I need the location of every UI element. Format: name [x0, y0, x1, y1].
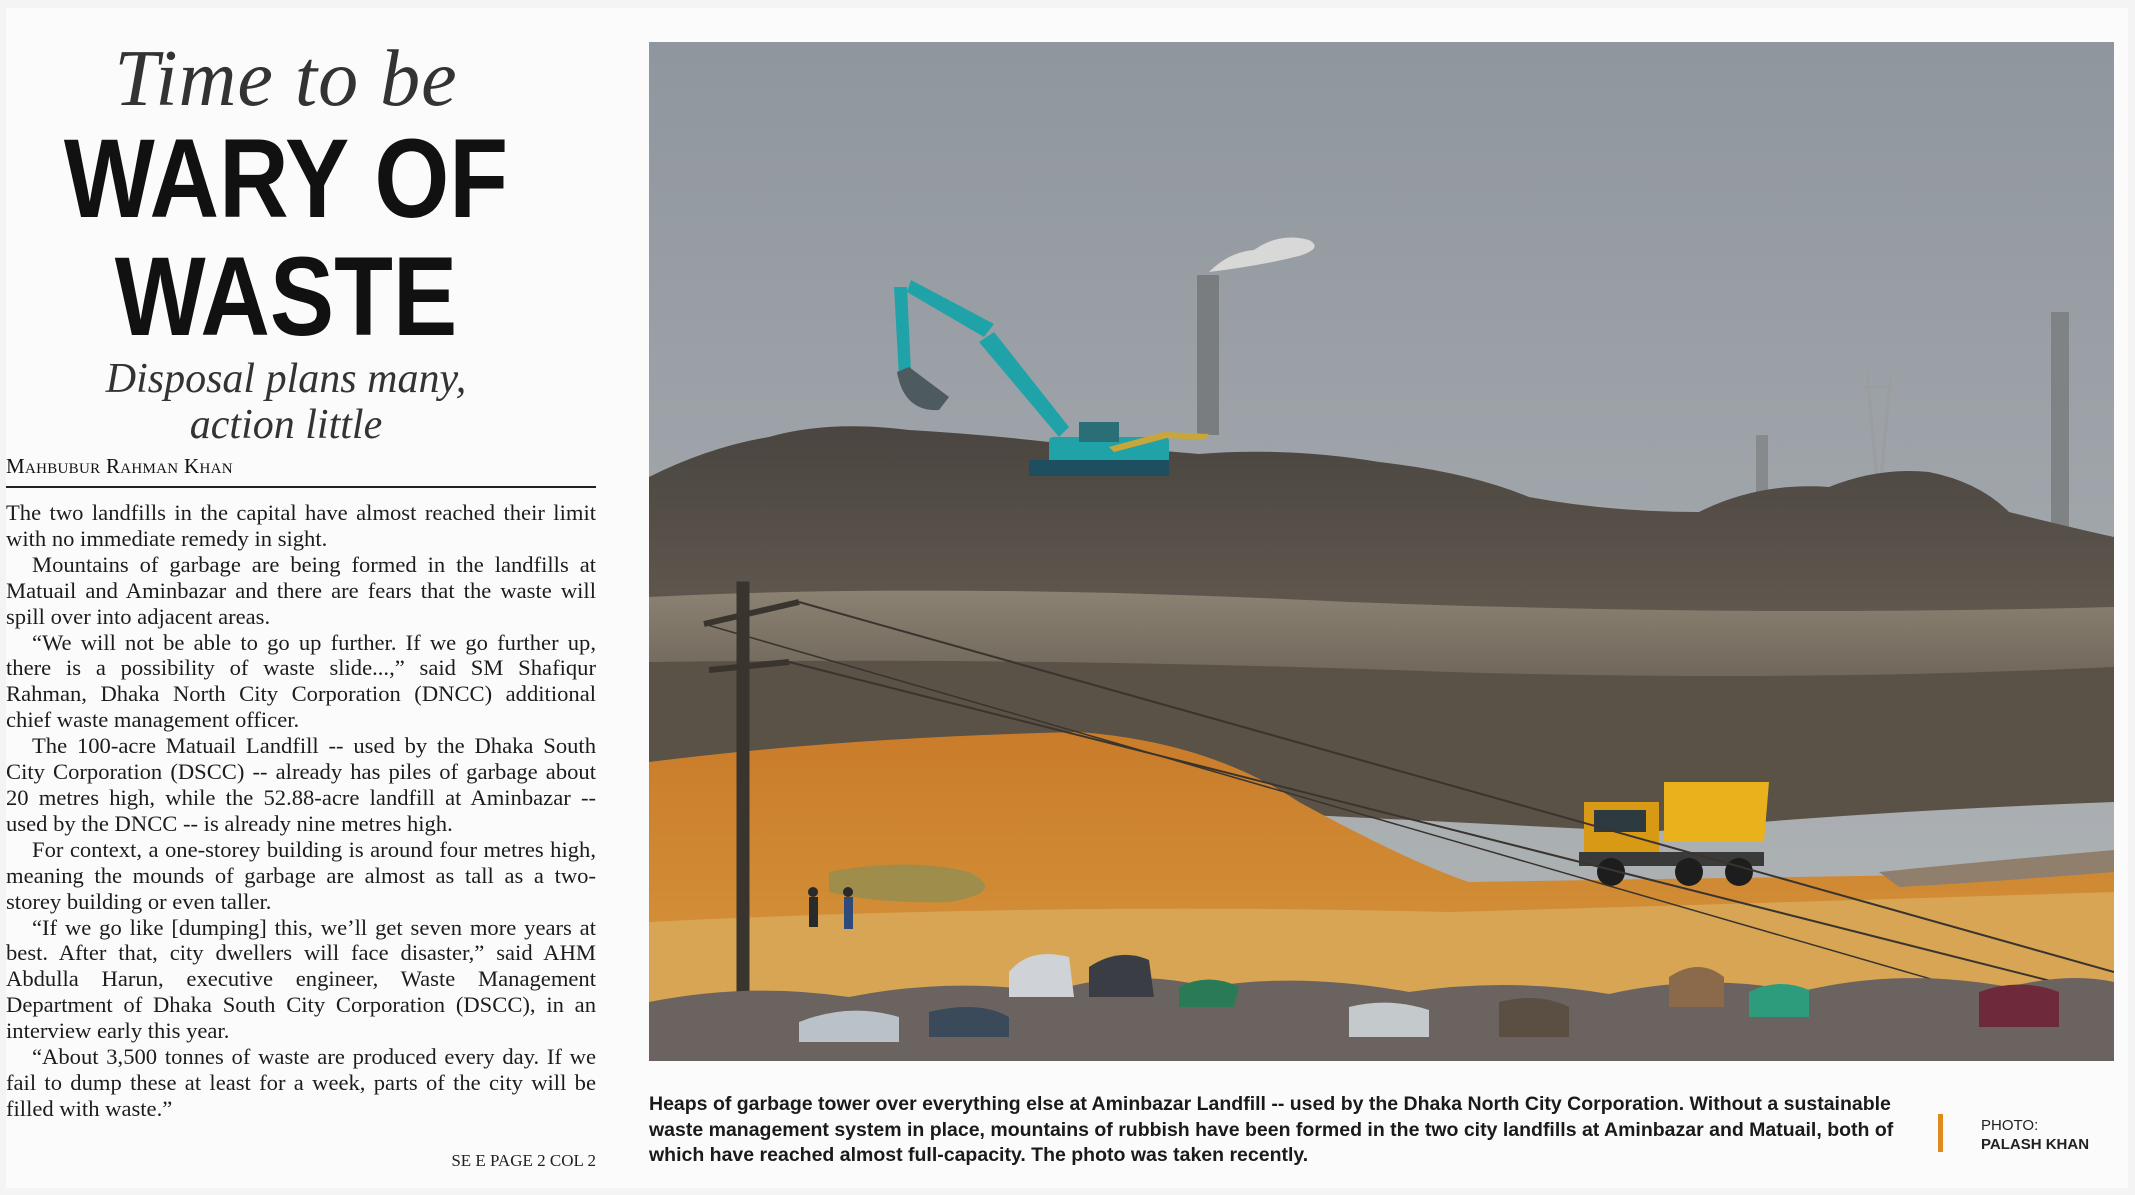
photo-credit-name: PALASH KHAN [1981, 1136, 2090, 1153]
photo-credit-label: PHOTO: [1981, 1117, 2039, 1134]
byline: Mahbubur Rahman Khan [6, 454, 233, 478]
article-column [6, 8, 602, 1188]
photo-caption: Heaps of garbage tower over everything else at Aminbazar Landfill -- used by the Dhaka North City Corporation. Without a sustainable waste management system in place, mountains of rubbish have been formed in the two city landfills at Aminbazar and Matuail, both of which have reached almost full-capacity. The photo was taken recently. [649, 1093, 1894, 1166]
body-paragraph: The 100-acre Matuail Landfill -- used by the Dhaka South City Corporation (DSCC) -- already has piles of garbage about 20 metres high, while the 52.88-acre landfill at Aminbazar -- used by the DNCC -- is already nine metres high. [6, 733, 596, 836]
subheadline-line-1: Disposal plans many, [105, 356, 467, 402]
continued-on-link[interactable]: SE E PAGE 2 COL 2 [451, 1151, 596, 1170]
article-body [6, 500, 596, 1122]
body-paragraph: Mountains of garbage are being formed in the landfills at Matuail and Aminbazar and there are fears that the waste will spill over into adjacent areas. [6, 551, 596, 629]
headline-kicker: Time to be [114, 35, 458, 123]
body-paragraph: “About 3,500 tonnes of waste are produced every day. If we fail to dump these at least for a week, parts of the city will be filled with waste.” [6, 1044, 596, 1121]
headline-line-1: WARY OF [63, 116, 509, 241]
body-paragraph: “If we go like [dumping] this, we’ll get seven more years at best. After that, city dwellers will face disaster,” said AHM Abdulla Harun, executive engineer, Waste Management Department of Dhaka South City Corporation (DSCC), in an interview early this year. [6, 914, 596, 1044]
byline-rule [6, 486, 596, 488]
body-paragraph: For context, a one-storey building is around four metres high, meaning the mounds of garbage are almost as tall as a two-storey building or even taller. [6, 836, 596, 914]
subheadline-line-2: action little [189, 402, 383, 448]
landfill-photo-illustration [649, 42, 2114, 1061]
body-paragraph: “We will not be able to go up further. If we go further up, there is a possibility of waste slide...,” said SM Shafiqur Rahman, Dhaka North City Corporation (DNCC) additional chief waste management officer. [6, 629, 596, 733]
newspaper-page [6, 8, 2128, 1188]
headline-line-2: WASTE [114, 234, 458, 359]
headline [45, 116, 527, 359]
photo-credit [1981, 1116, 2089, 1154]
subheadline [6, 356, 566, 448]
body-paragraph: The two landfills in the capital have almost reached their limit with no immediate remedy in sight. [6, 500, 596, 551]
credit-accent-bar [1938, 1114, 1943, 1152]
landfill-photo [649, 42, 2114, 1061]
